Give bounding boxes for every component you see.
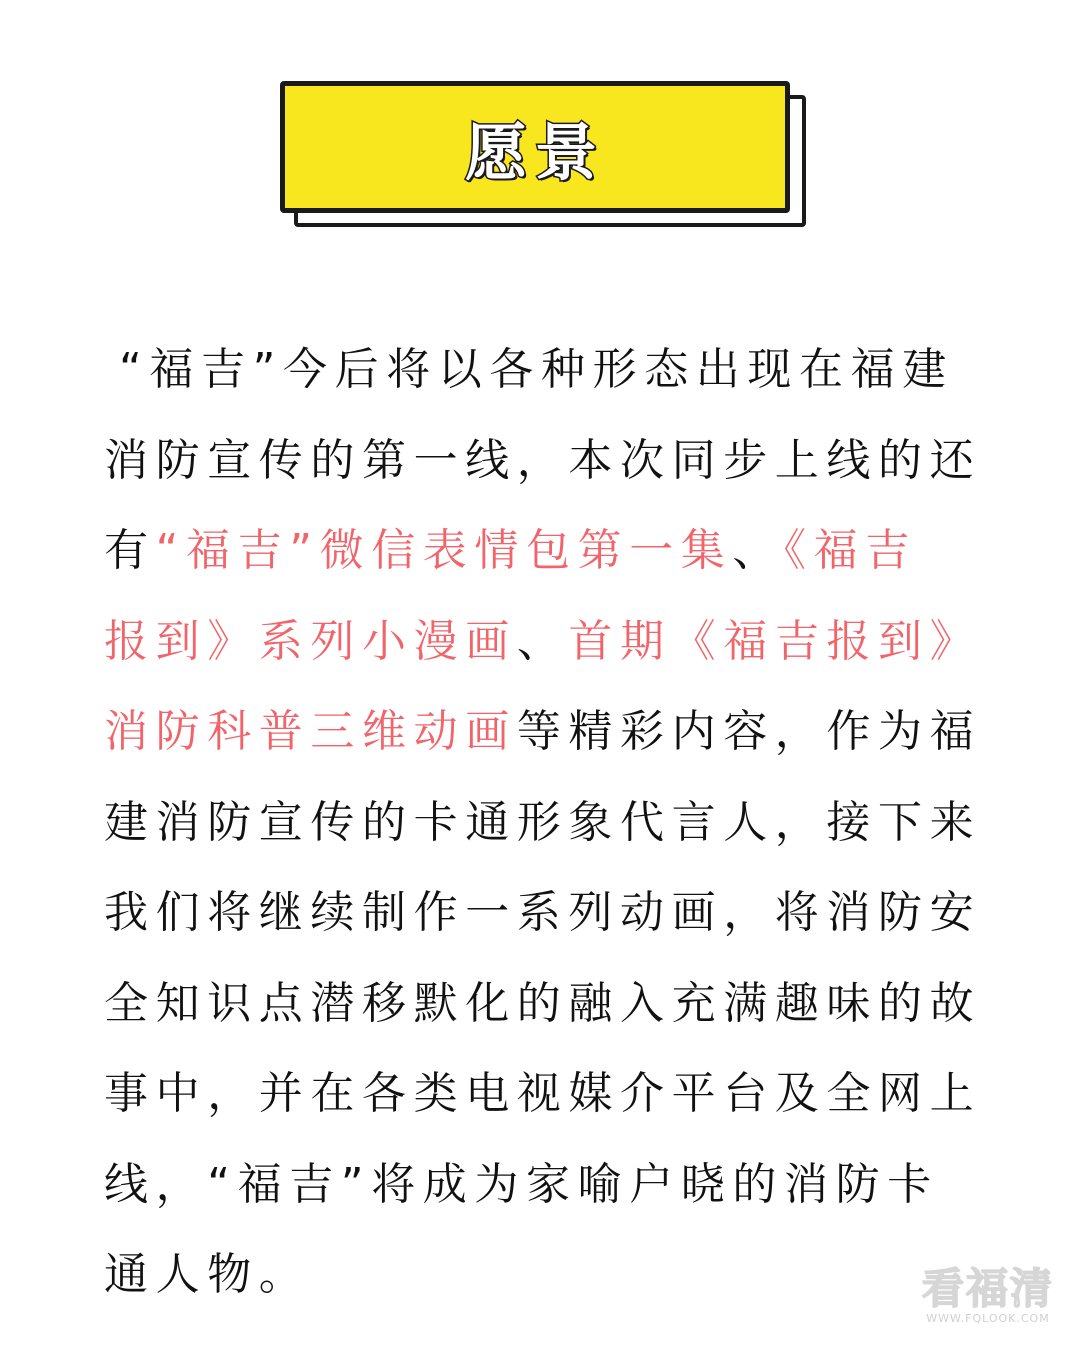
- paragraph-line: 通人物。: [104, 1249, 311, 1300]
- text-segment: 有: [104, 525, 156, 576]
- highlight-segment: 报到》系列小漫画: [104, 615, 517, 667]
- watermark-url: WWW.FQLOOK.COM: [926, 1312, 1050, 1325]
- body-paragraph: [104, 325, 1004, 1321]
- highlight-segment: 《福吉: [784, 525, 917, 576]
- title-banner: [280, 81, 804, 223]
- paragraph-line: 消防宣传的第一线，本次同步上线的还: [104, 434, 982, 486]
- watermark-logo-text: 看福清: [921, 1264, 1054, 1313]
- paragraph-line: 事中，并在各类电视媒介平台及全网上: [104, 1068, 982, 1119]
- paragraph-line: 我们将继续制作一系列动画，将消防安: [104, 887, 982, 938]
- title-banner-box: [280, 81, 790, 213]
- highlight-segment: 首期《福吉报到》: [568, 615, 982, 667]
- paragraph-line: [104, 687, 1004, 778]
- paragraph-line: [104, 597, 1004, 688]
- text-segment: 、: [732, 525, 785, 576]
- watermark: [922, 1266, 1054, 1325]
- paragraph-line: 建消防宣传的卡通形象代言人，接下来: [104, 796, 982, 848]
- text-segment: 、: [516, 615, 569, 667]
- text-segment: 等精彩内容，作为福: [516, 706, 982, 757]
- section-title: 愿景: [464, 115, 605, 189]
- paragraph-line: 线，“福吉”将成为家喻户晓的消防卡: [104, 1158, 939, 1210]
- highlight-segment: “福吉”微信表情包第一集: [155, 525, 733, 576]
- paragraph-line: 全知识点潜移默化的融入充满趣味的故: [104, 977, 982, 1029]
- paragraph-line: [104, 506, 1004, 597]
- paragraph-line: “福吉”今后将以各种形态出现在福建: [119, 344, 954, 395]
- highlight-segment: 消防科普三维动画: [104, 706, 517, 757]
